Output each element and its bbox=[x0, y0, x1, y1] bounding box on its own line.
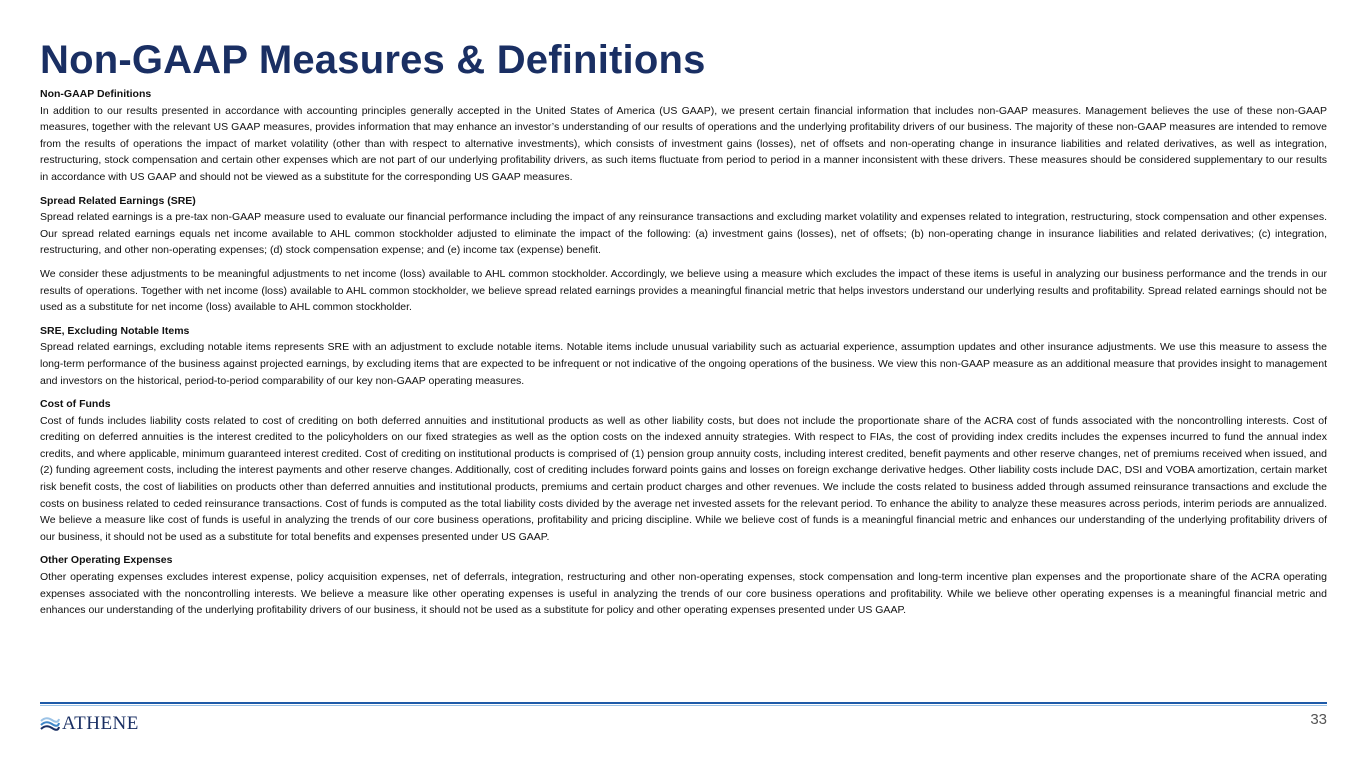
section-heading: Non-GAAP Definitions bbox=[40, 88, 152, 100]
section-spread-related-earnings bbox=[40, 193, 1327, 316]
logo-text: ATHENE bbox=[62, 713, 139, 734]
section-heading: SRE, Excluding Notable Items bbox=[40, 324, 190, 337]
section-cost-of-funds bbox=[40, 396, 1327, 545]
section-paragraph: Cost of funds includes liability costs related to cost of crediting on both deferred annuities and institutional products as well as other liability costs, but does not include the proportionate share of the ACRA cost of funds associated with the noncontrolling interests. Cost of crediting on deferred annuities is the interest credited to the policyholders on our fixed strategies as well as the option costs on the indexed annuity strategies. With respect to FIAs, the cost of providing index credits includes the expenses incurred to fund the annual index credits, and where applicable, minimum guaranteed interest credited. Cost of crediting on institutional products is comprised of (1) pension group annuity costs, including interest credited, benefit payments and other reserve changes, net of premiums received when issued, and (2) funding agreement costs, including the interest payments and other reserve changes. Additionally, cost of crediting includes forward points gains and losses on foreign exchange derivative hedges. Other liability costs include DAC, DSI and VOBA amortization, certain market risk benefit costs, the cost of liabilities on products other than deferred annuities and institutional products, premiums and certain product charges and other revenues. We include the costs related to business added through assumed reinsurance transactions and exclude the costs on business related to ceded reinsurance transactions. Cost of funds is computed as the total liability costs divided by the average net invested assets for the relevant period. To enhance the ability to analyze these measures across periods, interim periods are annualized. We believe a measure like cost of funds is useful in analyzing the trends of our core business operations, profitability and pricing discipline. While we believe cost of funds is a meaningful financial metric and enhances our understanding of the underlying profitability drivers of our business, it should not be used as a substitute for total benefits and expenses presented under US GAAP. bbox=[40, 414, 1327, 543]
wave-icon bbox=[40, 714, 60, 734]
section-heading: Cost of Funds bbox=[40, 398, 111, 411]
section-paragraph: Spread related earnings, excluding notable items represents SRE with an adjustment to exclude notable items. Notable items include unusual variability such as actuarial experience, assumption updates and other insurance adjustments. We use this measure to assess the long-term performance of the business against projected earnings, by excluding items that are expected to be infrequent or not indicative of the ongoing operations of the business. We view this non-GAAP measure as an additional measure that provides insight to management and investors on the historical, period-to-period comparability of our key non-GAAP operating measures. bbox=[40, 341, 1327, 387]
page-title: Non-GAAP Measures & Definitions bbox=[40, 38, 706, 82]
section-heading: Other Operating Expenses bbox=[40, 554, 173, 567]
page-number: 33 bbox=[1310, 711, 1327, 728]
athene-logo bbox=[40, 713, 139, 735]
section-paragraph: Spread related earnings is a pre-tax non-GAAP measure used to evaluate our financial performance including the impact of any reinsurance transactions and excluding market volatility and expenses related to integration, restructuring, stock compensation and other expenses. Our spread related earnings equals net income available to AHL common stockholder adjusted to eliminate the impact of the following: (a) investment gains (losses), net of offsets; (b) non-operating change in insurance liabilities and related derivatives; (c) integration, restructuring, and other non-operating expenses; (d) stock compensation expense; and (e) income tax (expense) benefit. bbox=[40, 211, 1327, 257]
footer-divider bbox=[40, 702, 1327, 704]
section-other-operating-expenses bbox=[40, 552, 1327, 618]
section-paragraph: In addition to our results presented in accordance with accounting principles generally accepted in the United States of America (US GAAP), we present certain financial information that includes non-GAAP measures. Management believes the use of these non-GAAP measures, together with the relevant US GAAP measures, provides information that may enhance an investor’s understanding of our results of operations and the underlying profitability drivers of our business. The majority of these non-GAAP measures are intended to remove from the results of operations the impact of market volatility (other than with respect to alternative investments), which consists of investment gains (losses), net of offsets and non-operating change in insurance liabilities and related derivatives, as well as integration, restructuring, stock compensation and certain other expenses which are not part of our underlying profitability drivers, as such items fluctuate from period to period in a manner inconsistent with these drivers. These measures should be considered supplementary to our results in accordance with US GAAP and should not be viewed as a substitute for the corresponding US GAAP measures. bbox=[40, 104, 1327, 183]
section-paragraph: Other operating expenses excludes interest expense, policy acquisition expenses, net of deferrals, integration, restructuring and other non-operating expenses, stock compensation and long-term incentive plan expenses and the proportionate share of the ACRA operating expenses associated with the noncontrolling interests. We believe a measure like other operating expenses is useful in analyzing the trends of our core business operations and profitability. While we believe other operating expenses is a meaningful financial metric and enhances our understanding of the underlying profitability drivers of our business, it should not be used as a substitute for policy and other operating expenses presented under US GAAP. bbox=[40, 571, 1327, 617]
section-non-gaap-definitions bbox=[40, 86, 1327, 186]
section-sre-excluding-notable-items bbox=[40, 323, 1327, 389]
section-heading: Spread Related Earnings (SRE) bbox=[40, 194, 196, 207]
definitions-body bbox=[40, 86, 1327, 626]
footer-divider-light bbox=[40, 705, 1327, 706]
section-paragraph: We consider these adjustments to be meaningful adjustments to net income (loss) available to AHL common stockholder. Accordingly, we believe using a measure which excludes the impact of these items is useful in analyzing our business performance and the trends in our results of operations. Together with net income (loss) available to AHL common stockholder, we believe spread related earnings provides a meaningful financial metric that helps investors understand our underlying results and profitability. Spread related earnings should not be used as a substitute for net income (loss) available to AHL common stockholder. bbox=[40, 267, 1327, 314]
